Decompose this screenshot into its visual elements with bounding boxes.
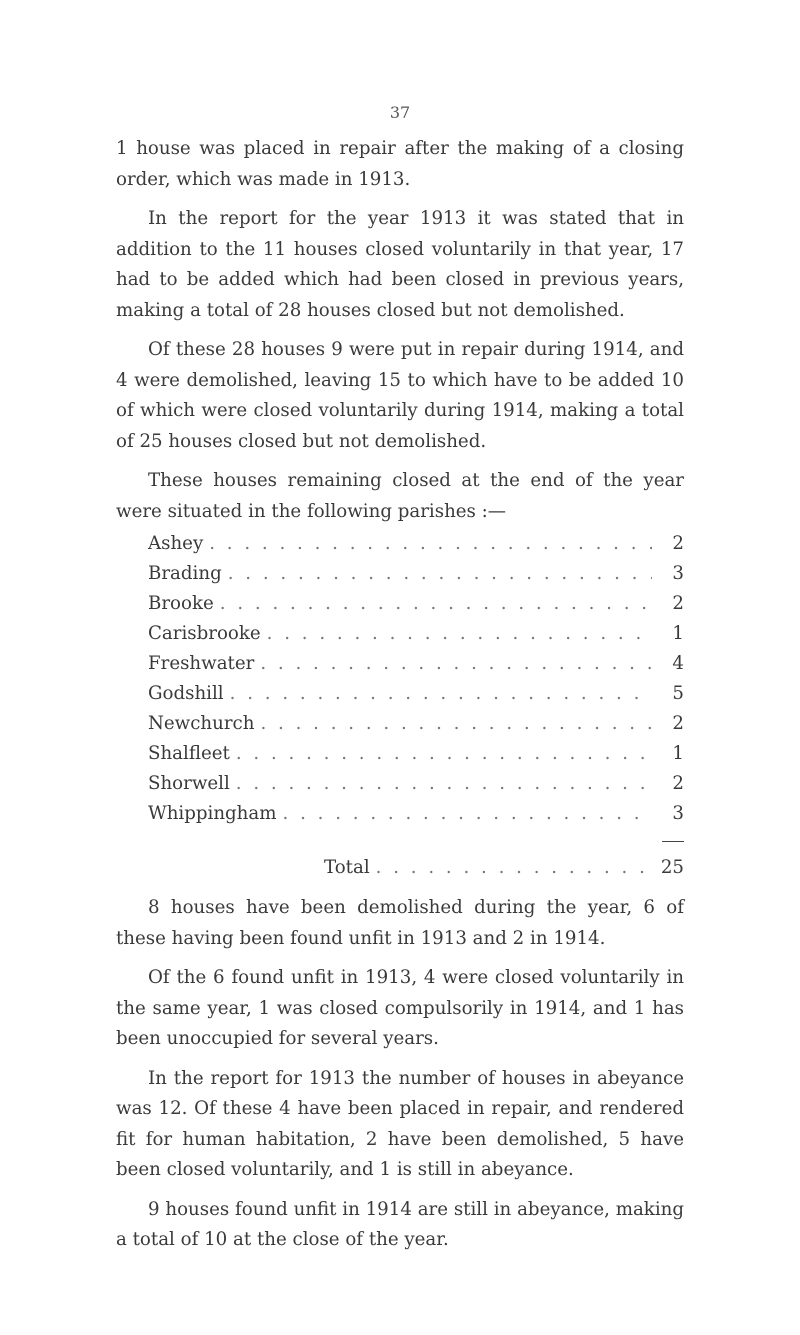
table-row [116, 649, 684, 679]
table-row [116, 529, 684, 559]
parish-count: 1 [672, 743, 684, 764]
paragraph: 9 houses found unfit in 1914 are still in abeyance, making a total of 10 at the close of the year. [116, 1198, 684, 1250]
table-row [116, 679, 684, 709]
parish-name: Brooke [148, 593, 214, 614]
parish-name: Ashey [148, 533, 204, 554]
dot-leader [230, 739, 652, 770]
table-row [116, 619, 684, 649]
total-row [116, 853, 684, 887]
dot-leader [222, 559, 652, 590]
total-count: 25 [660, 857, 684, 878]
parish-count: 1 [672, 623, 684, 644]
dot-leader [254, 709, 652, 740]
dot-leader [254, 649, 652, 680]
dot-leader [203, 529, 652, 560]
parish-name: Freshwater [148, 653, 255, 674]
parish-name: Carisbrooke [148, 623, 261, 644]
parish-count: 2 [672, 593, 684, 614]
paragraph: 1 house was placed in repair after the making of a closing order, which was made in 1913. [116, 138, 684, 190]
paragraph: Of these 28 houses 9 were put in repair during 1914, and 4 were demolished, leaving 15 to which have to be added 10 of which were closed voluntarily during 1914, making a total of 25 houses closed but not demolished. [116, 339, 684, 452]
report-body-upper [116, 134, 684, 1265]
table-row [116, 559, 684, 589]
parish-count: 2 [672, 773, 684, 794]
parish-table [116, 529, 684, 887]
paragraph: In the report for the year 1913 it was stated that in addition to the 11 houses closed voluntarily in that year, 17 had to be added which had been closed in previous years, making a total of 28 houses closed but not demolished. [116, 208, 684, 321]
dot-leader [370, 853, 652, 884]
total-rule [662, 841, 684, 842]
table-row [116, 799, 684, 829]
parish-count: 3 [672, 803, 684, 824]
table-row [116, 769, 684, 799]
parish-count: 4 [672, 653, 684, 674]
parish-name: Godshill [148, 683, 224, 704]
parish-count: 2 [672, 713, 684, 734]
page-number: 37 [389, 103, 411, 122]
parish-name: Whippingham [148, 803, 277, 824]
parish-name: Shorwell [148, 773, 230, 794]
parish-count: 2 [672, 533, 684, 554]
table-row [116, 589, 684, 619]
parish-name: Shalfleet [148, 743, 230, 764]
table-row [116, 739, 684, 769]
total-label: Total [324, 857, 370, 878]
dot-leader [261, 619, 652, 650]
dot-leader [230, 769, 652, 800]
total-rule-row [116, 829, 684, 853]
paragraph: Of the 6 found unfit in 1913, 4 were closed voluntarily in the same year, 1 was closed compulsorily in 1914, and 1 has been unoccupied for several years. [116, 967, 684, 1049]
parish-name: Brading [148, 563, 222, 584]
dot-leader [214, 589, 652, 620]
paragraph: These houses remaining closed at the end of the year were situated in the following parishes :— [116, 470, 684, 522]
parish-name: Newchurch [148, 713, 255, 734]
paragraph: 8 houses have been demolished during the year, 6 of these having been found unfit in 1913 and 2 in 1914. [116, 897, 684, 949]
paragraph: In the report for 1913 the number of houses in abeyance was 12. Of these 4 have been placed in repair, and rendered fit for human habitation, 2 have been demolished, 5 have been closed voluntarily, and 1 is still in abeyance. [116, 1067, 684, 1180]
table-row [116, 709, 684, 739]
dot-leader [277, 799, 653, 830]
parish-count: 3 [672, 563, 684, 584]
parish-count: 5 [672, 683, 684, 704]
dot-leader [224, 679, 652, 710]
